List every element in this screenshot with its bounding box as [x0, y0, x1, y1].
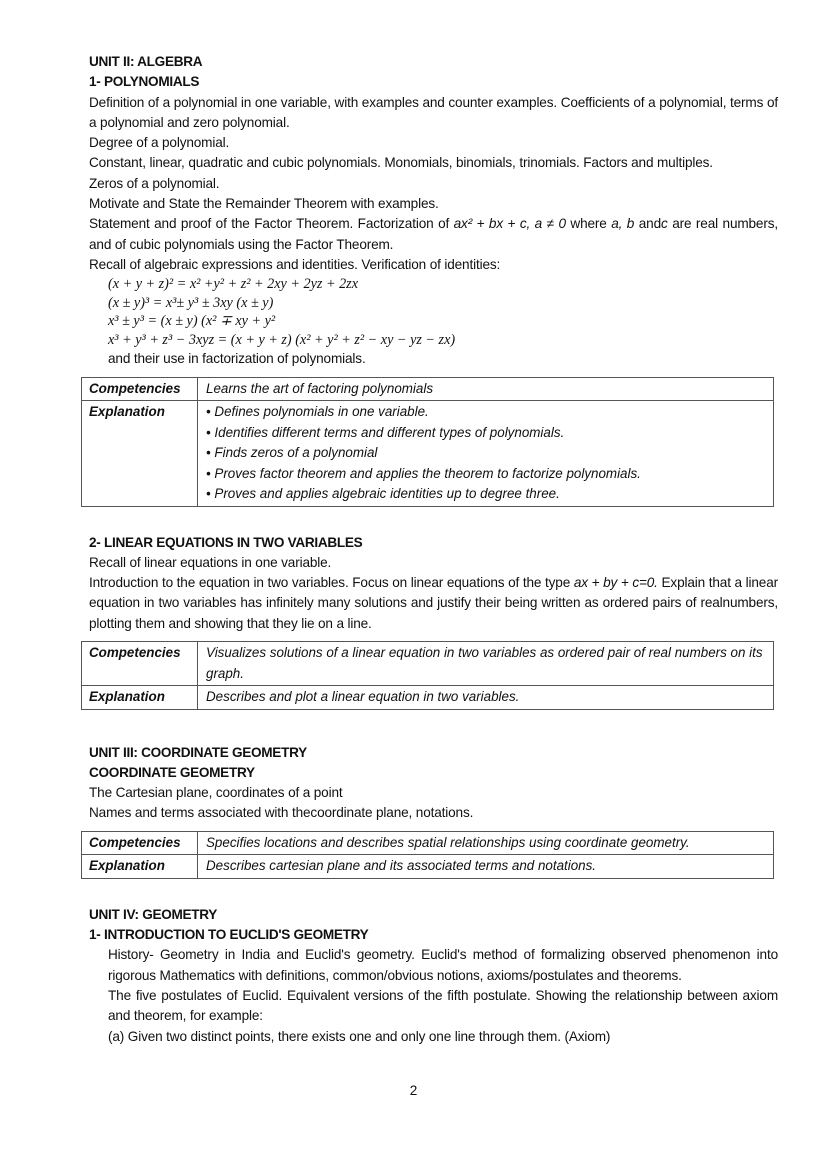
table-row	[82, 686, 774, 710]
competencies-label: Competencies	[82, 642, 198, 686]
page-number: 2	[409, 1083, 418, 1098]
identity-2: (x ± y)³ = x³± y³ ± 3xy (x ± y)	[108, 294, 274, 311]
table-row	[82, 401, 774, 507]
quadratic-expression: ax² + bx + c, a ≠ 0	[453, 216, 566, 232]
competencies-value: Visualizes solutions of a linear equation in two variables as ordered pair of real numbers on its graph.	[198, 642, 774, 686]
explanation-value: Describes and plot a linear equation in two variables.	[198, 686, 774, 710]
document-page	[89, 52, 778, 1047]
explanation-label: Explanation	[82, 401, 198, 507]
competencies-value: Learns the art of factoring polynomials	[198, 377, 774, 401]
list-item: • Defines polynomials in one variable.	[206, 404, 429, 420]
unit-4-title: UNIT IV: GEOMETRY	[89, 906, 218, 922]
table-row	[82, 831, 774, 855]
text: are real numbers, and of cubic polynomials using the Factor Theorem.	[89, 216, 778, 252]
explanation-value	[198, 401, 774, 507]
paragraph: History- Geometry in India and Euclid's geometry. Euclid's method of formalizing observed phenomenon into rigorous Mathematics with definitions, common/obvious notions, axioms/postulates and theorems.	[108, 947, 778, 983]
competencies-value: Specifies locations and describes spatial relationships using coordinate geometry.	[198, 831, 774, 855]
identity-4: x³ + y³ + z³ − 3xyz = (x + y + z) (x² + y² + z² − xy − yz − zx)	[108, 331, 456, 348]
factor-theorem-paragraph	[89, 214, 778, 255]
table-row	[82, 855, 774, 879]
section-polynomials-title: 1- POLYNOMIALS	[89, 74, 200, 90]
paragraph: Degree of a polynomial.	[89, 135, 230, 151]
polynomials-competency-table	[81, 377, 774, 507]
section-euclid-title: 1- INTRODUCTION TO EUCLID'S GEOMETRY	[89, 927, 369, 943]
paragraph	[89, 573, 778, 634]
text: Introduction to the equation in two variables. Focus on linear equations of the type	[89, 575, 574, 591]
table-row	[82, 642, 774, 686]
competencies-label: Competencies	[82, 377, 198, 401]
identity-1: (x + y + z)² = x² +y² + z² + 2xy + 2yz + 2zx	[108, 276, 358, 293]
text: where	[565, 216, 612, 232]
text: Explain that a linear equation in two variables has infinitely many solutions and justify their being written as ordered pairs of realnumbers, plotting them and showing that they lie on a line.	[89, 575, 778, 631]
identities-outro: and their use in factorization of polynomials.	[108, 351, 366, 367]
identities-intro: Recall of algebraic expressions and identities. Verification of identities:	[89, 256, 501, 272]
competencies-label: Competencies	[82, 831, 198, 855]
identity-3: x³ ± y³ = (x ± y) (x² ∓ xy + y²	[108, 313, 276, 330]
paragraph: (a) Given two distinct points, there exists one and only one line through them. (Axiom)	[108, 1028, 611, 1044]
paragraph: Zeros of a polynomial.	[89, 175, 220, 191]
text: and	[634, 216, 661, 232]
paragraph: Names and terms associated with thecoordinate plane, notations.	[89, 805, 474, 821]
linear-equations-competency-table	[81, 641, 774, 710]
unit-2-title: UNIT II: ALGEBRA	[89, 54, 203, 69]
unit-3-title: UNIT III: COORDINATE GEOMETRY	[89, 744, 307, 760]
list-item: • Finds zeros of a polynomial	[206, 445, 378, 461]
paragraph: The Cartesian plane, coordinates of a point	[89, 785, 343, 801]
list-item: • Proves factor theorem and applies the theorem to factorize polynomials.	[206, 465, 641, 481]
explanation-label: Explanation	[82, 855, 198, 879]
paragraph: Definition of a polynomial in one variable, with examples and counter examples. Coefficients of a polynomial, terms of a polynomial and zero polynomial.	[89, 94, 778, 130]
table-row	[82, 377, 774, 401]
unit-3-subtitle: COORDINATE GEOMETRY	[89, 764, 255, 780]
explanation-label: Explanation	[82, 686, 198, 710]
variable-c: c	[661, 216, 668, 232]
section-linear-equations-title: 2- LINEAR EQUATIONS IN TWO VARIABLES	[89, 534, 363, 550]
coordinate-geometry-competency-table	[81, 831, 774, 879]
list-item: • Proves and applies algebraic identities up to degree three.	[206, 486, 560, 502]
paragraph: Recall of linear equations in one variable.	[89, 554, 332, 570]
paragraph: Constant, linear, quadratic and cubic polynomials. Monomials, binomials, trinomials. Factors and multiples.	[89, 155, 713, 171]
linear-expression: ax + by + c=0.	[573, 575, 658, 591]
list-item: • Identifies different terms and different types of polynomials.	[206, 424, 565, 440]
paragraph: Motivate and State the Remainder Theorem with examples.	[89, 196, 439, 212]
paragraph: The five postulates of Euclid. Equivalent versions of the fifth postulate. Showing the relationship between axiom and theorem, for example:	[108, 987, 778, 1024]
text: Statement and proof of the Factor Theorem. Factorization of	[89, 216, 454, 232]
explanation-value: Describes cartesian plane and its associated terms and notations.	[198, 855, 774, 879]
explanation-list	[206, 402, 765, 505]
variables: a, b	[611, 216, 635, 232]
